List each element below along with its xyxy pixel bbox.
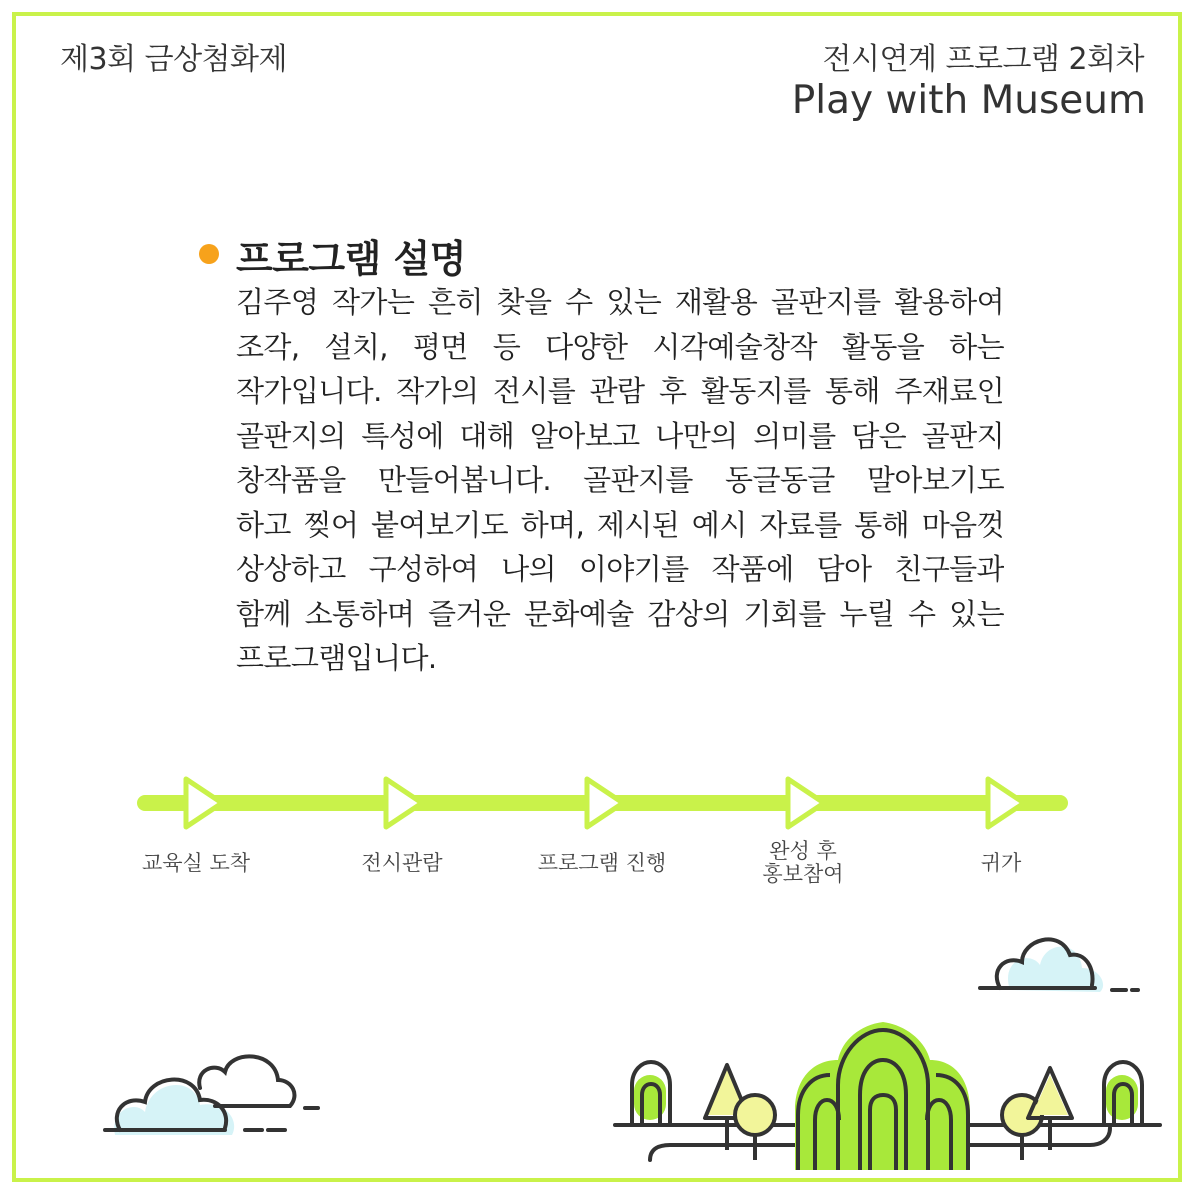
play-arrow-icon [788,779,824,827]
step-label [538,852,666,875]
description-line: 프로그램입니다. [236,641,437,675]
step-label [762,840,843,886]
page-title: Play with Museum [791,78,1146,123]
cloud-icon [105,1056,318,1135]
description-line: 하고 찢어 붙여보기도 하며, 제시된 예시 자료를 통해 마음껏 [236,507,1004,542]
description-line: 골판지의 특성에 대해 알아보고 나만의 의미를 담은 골판지 [236,418,1004,453]
description-line: 작가입니다. 작가의 전시를 관람 후 활동지를 통해 주재료인 [236,374,1004,408]
step-label-line1: 귀가 [980,851,1022,875]
program-label: 전시연계 프로그램 2회차 [822,42,1144,77]
event-name: 제3회 금상첨화제 [60,42,287,77]
play-arrow-icon [386,779,422,827]
cloud-icon [980,939,1138,992]
description-line: 함께 소통하며 즐거운 문화예술 감상의 기회를 누릴 수 있는 [236,596,1004,631]
timeline-steps [0,840,1200,900]
description-line: 조각, 설치, 평면 등 다양한 시각예술창작 활동을 하는 [236,329,1004,364]
park-illustration [615,1022,1160,1170]
step-label [361,852,442,875]
step-label-line1: 프로그램 진행 [537,851,667,875]
play-arrow-icon [988,779,1024,827]
description-line: 상상하고 구성하여 나의 이야기를 작품에 담아 친구들과 [236,552,1004,586]
step-label-line1: 교육실 도착 [141,851,251,875]
step-label-line1: 전시관람 [361,851,443,875]
play-arrow-icon [587,779,623,827]
step-label-line1: 완성 후 [769,839,837,863]
description-line: 창작품을 만들어봅니다. 골판지를 동글동글 말아보기도 [236,463,1004,497]
step-label [981,852,1022,875]
step-label-line2: 홍보참여 [762,862,844,886]
step-label [142,852,250,875]
section-title: 프로그램 설명 [236,237,466,281]
description-line: 김주영 작가는 흔히 찾을 수 있는 재활용 골판지를 활용하여 [236,285,1004,319]
play-arrow-icon [186,779,222,827]
